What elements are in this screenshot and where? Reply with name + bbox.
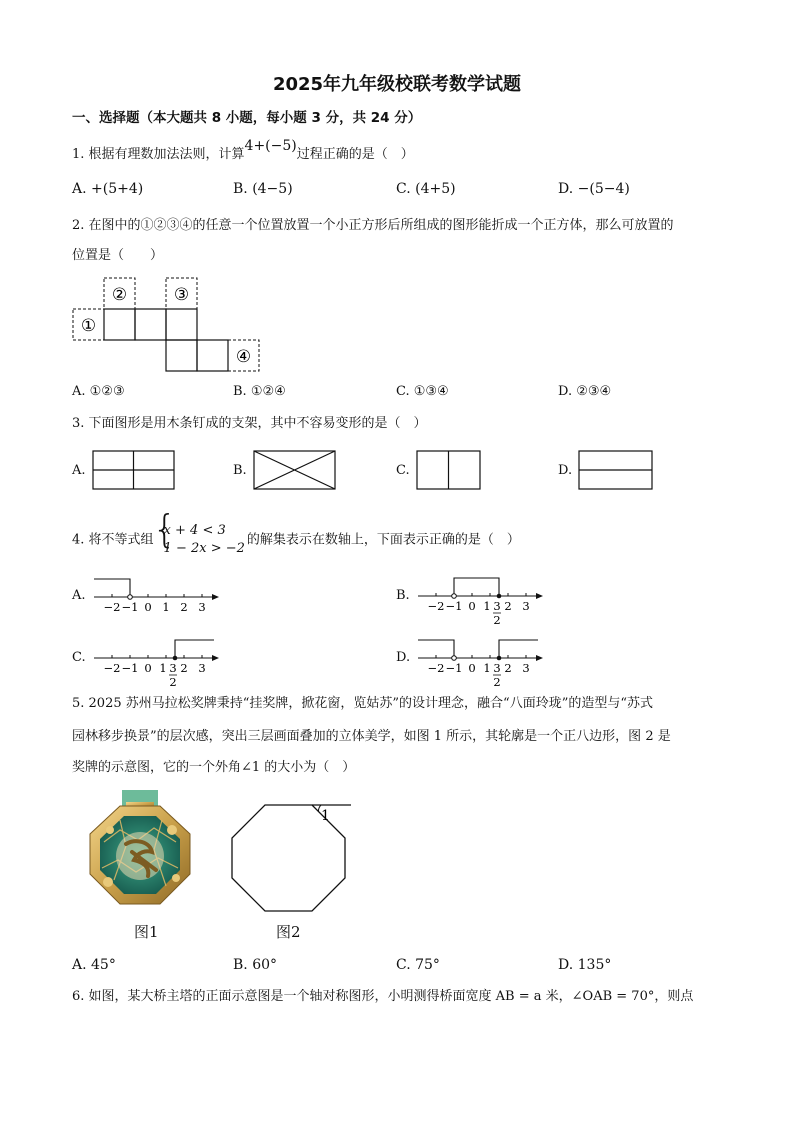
tick-label: 3 [198, 600, 206, 614]
solid-point [497, 656, 502, 661]
frame-b-figure [253, 450, 337, 492]
open-point [452, 594, 457, 599]
q2-option-a[interactable]: A. ①②③ [72, 384, 125, 399]
label-circle-3: ③ [173, 285, 190, 305]
tick-label: 3 [198, 661, 206, 675]
number-line-group [94, 640, 219, 687]
fraction-numerator: 3 [493, 661, 501, 675]
number-line-a [92, 572, 222, 622]
cube-net-figure [70, 276, 270, 376]
axis-arrow [212, 594, 219, 600]
q1-option-a[interactable]: A. +(5+4) [72, 181, 144, 197]
tick-label: −2 [103, 661, 121, 675]
frame-c-figure [416, 450, 482, 492]
tick-label: 2 [180, 600, 188, 614]
q4-option-b[interactable]: B. [396, 588, 410, 603]
q1-stem-a: 1. 根据有理数加法法则，计算 [72, 147, 245, 162]
tick-label: −1 [121, 600, 139, 614]
solution-segment [454, 578, 499, 596]
fraction-denominator: 2 [493, 613, 501, 625]
q5-option-d[interactable]: D. 135° [558, 957, 612, 973]
number-line-group [418, 640, 543, 687]
solution-right-ray [175, 640, 214, 658]
tick-label: 1 [159, 661, 167, 675]
axis-arrow [536, 655, 543, 661]
tick-label: 1 [483, 661, 491, 675]
q5-option-b[interactable]: B. 60° [233, 957, 278, 973]
fraction-denominator: 2 [493, 675, 501, 687]
inequality-system [156, 522, 245, 558]
inequality-2: 1 − 2x > −2 [163, 541, 245, 556]
q1-expression: 4+(−5) [244, 138, 297, 154]
question-6-line1: 6. 如图，某大桥主塔的正面示意图是一个轴对称图形，小明测得桥面宽度 AB = a 米，∠OAB = 70°，则点 [72, 989, 694, 1004]
q5-option-c[interactable]: C. 75° [396, 957, 440, 973]
q3-option-d[interactable]: D. [558, 463, 573, 478]
frame-a-figure [92, 450, 176, 492]
question-4-stem [72, 522, 520, 558]
axis-arrow [536, 593, 543, 599]
tick-label: −1 [121, 661, 139, 675]
question-2-line2: 位置是（ ） [72, 248, 164, 263]
tick-label: 2 [504, 661, 512, 675]
tick-label: 0 [144, 600, 152, 614]
q3-option-c[interactable]: C. [396, 463, 410, 478]
fraction-numerator: 3 [493, 599, 501, 613]
axis-arrow [212, 655, 219, 661]
tick-label: 0 [468, 661, 476, 675]
tick-label: 1 [483, 599, 491, 613]
section-heading: 一、选择题（本大题共 8 小题，每小题 3 分，共 24 分） [72, 110, 422, 126]
open-point [452, 656, 457, 661]
tick-label: 0 [468, 599, 476, 613]
tick-label: −2 [427, 661, 445, 675]
tick-label: 1 [162, 600, 170, 614]
q2-option-d[interactable]: D. ②③④ [558, 384, 612, 399]
figure-1-caption: 图1 [134, 923, 159, 941]
tick-label: 2 [180, 661, 188, 675]
q4-stem-a: 4. 将不等式组 [72, 532, 154, 548]
number-line-d [416, 627, 546, 687]
medal-illustration [80, 790, 200, 918]
q5-option-a[interactable]: A. 45° [72, 957, 116, 973]
q2-option-b[interactable]: B. ①②④ [233, 384, 286, 399]
question-2-line1: 2. 在图中的①②③④的任意一个位置放置一个小正方形后所组成的图形能折成一个正方体，那么可放置的 [72, 218, 674, 233]
number-line-b [416, 565, 546, 625]
tick-label: 0 [144, 661, 152, 675]
number-line-c [92, 627, 222, 687]
solid-point [497, 594, 502, 599]
label-circle-2: ② [111, 285, 128, 305]
question-1-stem [72, 138, 414, 165]
open-point [128, 595, 133, 600]
inequality-1: { x + 4 < 3 [163, 523, 226, 538]
solution-right-ray [499, 640, 538, 658]
q4-option-c[interactable]: C. [72, 650, 86, 665]
fraction-numerator: 3 [169, 661, 177, 675]
frame-d-figure [578, 450, 654, 492]
tick-label: 2 [504, 599, 512, 613]
q1-option-c[interactable]: C. (4+5) [396, 181, 456, 197]
fraction-denominator: 2 [169, 675, 177, 687]
solid-point [173, 656, 178, 661]
number-line-group [418, 578, 543, 625]
tick-label: −1 [445, 599, 463, 613]
q3-option-b[interactable]: B. [233, 463, 247, 478]
q1-option-d[interactable]: D. −(5−4) [558, 181, 630, 197]
question-5-line1: 5. 2025 苏州马拉松奖牌秉持“挂奖牌，掀花窗，览姑苏”的设计理念，融合“八面玲珑”的造型与“苏式 [72, 696, 653, 711]
label-circle-4: ④ [235, 347, 252, 367]
q4-option-a[interactable]: A. [72, 588, 86, 603]
q4-option-d[interactable]: D. [396, 650, 411, 665]
page-title: 2025年九年级校联考数学试题 [272, 74, 522, 95]
tick-label: −1 [445, 661, 463, 675]
tick-label: −2 [103, 600, 121, 614]
question-5-line3: 奖牌的示意图，它的一个外角∠1 的大小为（ ） [72, 760, 356, 775]
label-circle-1: ① [80, 316, 97, 336]
angle-1-label: 1 [321, 808, 330, 824]
figure-2-caption: 图2 [276, 923, 301, 941]
tick-label: 3 [522, 661, 530, 675]
tick-label: −2 [427, 599, 445, 613]
question-5-line2: 园林移步换景”的层次感，突出三层画面叠加的立体美学，如图 1 所示，其轮廓是一个正八边形，图 2 是 [72, 729, 671, 744]
q1-stem-b: 过程正确的是（ ） [296, 147, 414, 162]
q4-stem-b: 的解集表示在数轴上，下面表示正确的是（ ） [246, 532, 520, 548]
q2-option-c[interactable]: C. ①③④ [396, 384, 449, 399]
tick-label: 3 [522, 599, 530, 613]
octagon-diagram [225, 798, 355, 918]
number-line-group [94, 579, 219, 614]
q1-option-b[interactable]: B. (4−5) [233, 181, 293, 197]
q3-option-a[interactable]: A. [72, 463, 86, 478]
question-3-stem: 3. 下面图形是用木条钉成的支架，其中不容易变形的是（ ） [72, 416, 427, 431]
